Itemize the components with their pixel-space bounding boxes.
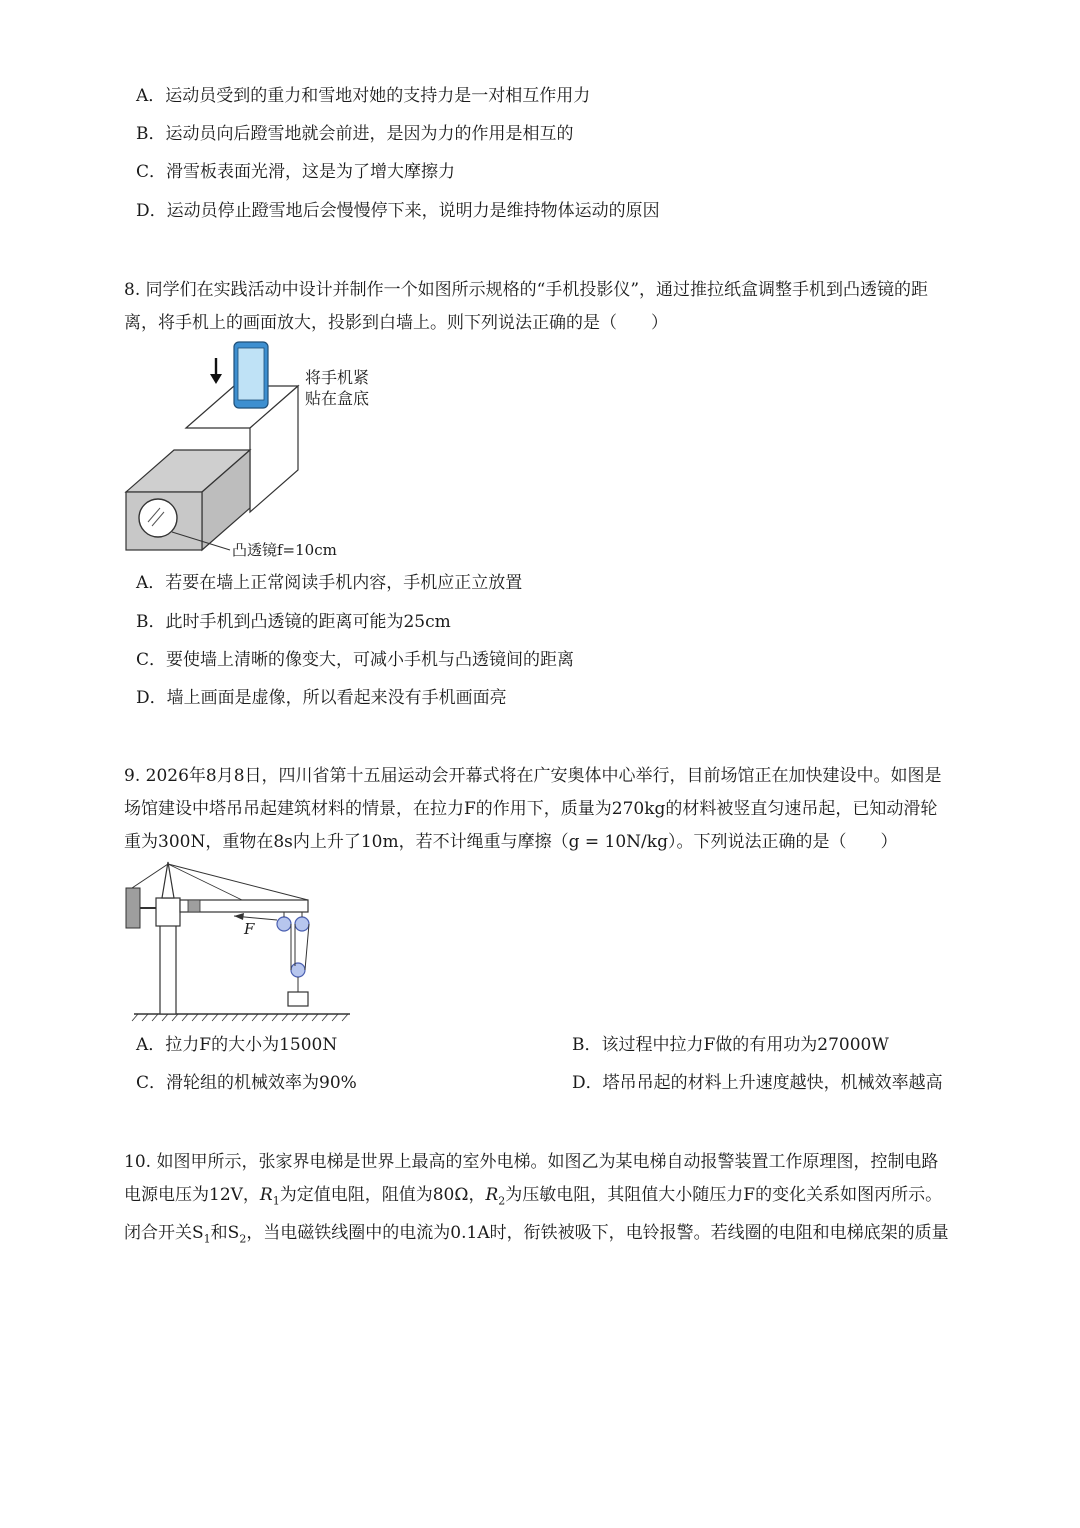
rope-segment-2 bbox=[305, 924, 309, 970]
q9-option-d[interactable]: D．塔吊吊起的材料上升速度越快，机械效率越高 bbox=[572, 1073, 943, 1093]
stay-cable-back bbox=[132, 864, 168, 888]
load-block bbox=[288, 992, 308, 1006]
convex-lens-icon bbox=[139, 499, 177, 537]
q7-option-c[interactable]: C．滑雪板表面光滑，这是为了增大摩擦力 bbox=[136, 162, 456, 182]
q9-stem-line1: 9. 2026年8月8日，四川省第十五届运动会开幕式将在广安奥体中心举行，目前场馆正在加快建设中。如图是 bbox=[124, 766, 942, 786]
q9-stem bbox=[124, 760, 1004, 859]
s1-subscript: 1 bbox=[203, 1232, 211, 1246]
trolley-block bbox=[188, 900, 200, 912]
q8-stem-line2: 离，将手机上的画面放大，投影到白墙上。则下列说法正确的是（ ） bbox=[124, 313, 668, 333]
q7-option-d[interactable]: D．运动员停止蹬雪地后会慢慢停下来，说明力是维持物体运动的原因 bbox=[136, 201, 660, 221]
q8-stem-line1: 8. 同学们在实践活动中设计并制作一个如图所示规格的“手机投影仪”，通过推拉纸盒调整手机到凸透镜的距 bbox=[124, 280, 929, 300]
q10-voltage-text: 电源电压为12V， bbox=[124, 1185, 260, 1205]
q8-option-a[interactable]: A．若要在墙上正常阅读手机内容，手机应正立放置 bbox=[136, 573, 523, 593]
q10-stem-line2 bbox=[124, 1179, 1004, 1217]
phone-screen bbox=[238, 348, 264, 400]
q8-stem bbox=[124, 274, 1004, 340]
q10-switch-text-c: ，当电磁铁线圈中的电流为0.1A时，衔铁被吸下，电铃报警。若线圈的电阻和电梯底架的质量 bbox=[246, 1223, 949, 1244]
force-f-label: F bbox=[244, 920, 255, 938]
q9-stem-line2: 场馆建设中塔吊吊起建筑材料的情景，在拉力F的作用下，质量为270kg的材料被竖直匀速吊起，已知动滑轮 bbox=[124, 799, 938, 819]
q7-option-b[interactable]: B．运动员向后蹬雪地就会前进，是因为力的作用是相互的 bbox=[136, 124, 574, 144]
q10-switch-text-b: 和S bbox=[210, 1223, 240, 1244]
stay-cable-mid bbox=[168, 864, 242, 900]
q10-r1-text: 为定值电阻，阻值为80Ω， bbox=[279, 1185, 486, 1205]
down-arrow-head bbox=[210, 374, 222, 384]
q9-stem-line3: 重为300N，重物在8s内上升了10m，若不计绳重与摩擦（g = 10N/kg）。下列说法正确的是（ ） bbox=[124, 832, 898, 852]
counterweight bbox=[126, 888, 140, 928]
q8-option-c[interactable]: C．要使墙上清晰的像变大，可减小手机与凸透镜间的距离 bbox=[136, 650, 575, 670]
lens-focal-label: 凸透镜f=10cm bbox=[232, 541, 337, 559]
q10-switch-text-a: 闭合开关S bbox=[124, 1223, 204, 1244]
phone-projector-figure bbox=[120, 338, 440, 564]
q10-r2-text: 为压敏电阻，其阻值大小随压力F的变化关系如图丙所示。 bbox=[505, 1185, 943, 1205]
phone-note-line1: 将手机紧 bbox=[305, 368, 370, 387]
force-arrow-icon bbox=[234, 913, 244, 920]
fixed-pulley-right-icon bbox=[295, 917, 309, 931]
tower-crane-figure bbox=[122, 858, 358, 1024]
stay-cable-front bbox=[168, 864, 308, 900]
q7-option-a[interactable]: A．运动员受到的重力和雪地对她的支持力是一对相互作用力 bbox=[136, 86, 591, 106]
crane-cab bbox=[156, 898, 180, 926]
q8-option-d[interactable]: D．墙上画面是虚像，所以看起来没有手机画面亮 bbox=[136, 688, 507, 708]
q10-stem bbox=[124, 1146, 1004, 1256]
r2-subscript: 2 bbox=[498, 1194, 506, 1208]
r2-symbol: R bbox=[485, 1185, 499, 1205]
q9-option-b[interactable]: B．该过程中拉力F做的有用功为27000W bbox=[572, 1035, 889, 1055]
q8-option-b[interactable]: B．此时手机到凸透镜的距离可能为25cm bbox=[136, 612, 451, 632]
q9-option-c[interactable]: C．滑轮组的机械效率为90% bbox=[136, 1073, 357, 1093]
s2-subscript: 2 bbox=[239, 1232, 247, 1246]
ground-hatch bbox=[132, 1014, 348, 1021]
phone-note-line2: 贴在盒底 bbox=[305, 389, 370, 408]
movable-pulley-icon bbox=[291, 963, 305, 977]
crane-mast bbox=[160, 924, 176, 1014]
fixed-pulley-left-icon bbox=[277, 917, 291, 931]
q10-stem-line1: 10. 如图甲所示，张家界电梯是世界上最高的室外电梯。如图乙为某电梯自动报警装置工作原理图，控制电路 bbox=[124, 1152, 939, 1172]
q10-stem-line3 bbox=[124, 1217, 1004, 1255]
r1-symbol: R bbox=[259, 1185, 273, 1205]
q9-option-a[interactable]: A．拉力F的大小为1500N bbox=[136, 1035, 338, 1055]
r1-subscript: 1 bbox=[272, 1194, 280, 1208]
